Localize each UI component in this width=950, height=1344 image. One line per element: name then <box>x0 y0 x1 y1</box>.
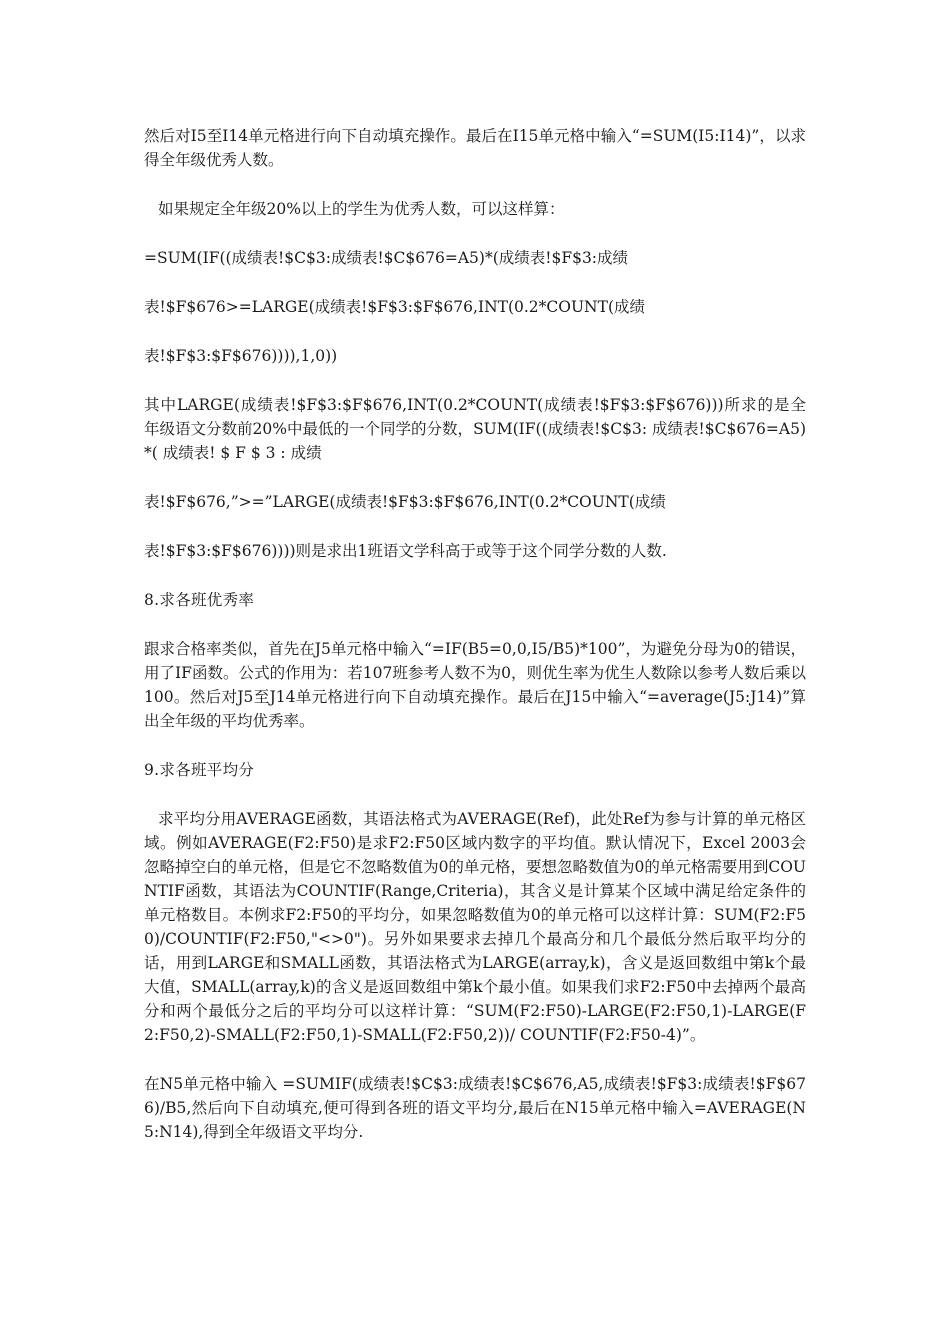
paragraph: 如果规定全年级20%以上的学生为优秀人数，可以这样算： <box>158 200 565 218</box>
formula-line: =SUM(IF((成绩表!$C$3:成绩表!$C$676=A5)*(成绩表!$F$3:成绩 <box>144 249 629 267</box>
formula-line: 表!$F$3:$F$676))))则是求出1班语文学科高于或等于这个同学分数的人数. <box>144 542 667 560</box>
paragraph: 求平均分用AVERAGE函数，其语法格式为AVERAGE(Ref)，此处Ref为参与计算的单元格区域。例如AVERAGE(F2:F50)是求F2:F50区域内数字的平均值。默认情况下，Excel 2003会忽略掉空白的单元格，但是它不忽略数值为0的单元格，要想忽略数值为0的单元格需要用到COUNTIF函数，其语法为COUNTIF(Range,Criteria)，其含义是计算某个区域中满足给定条件的单元格数目。本例求F2:F50的平均分，如果忽略数值为0的单元格可以这样计算：SUM(F2:F50)/COUNTIF(F2:F50,"<>0")。另外如果要求去掉几个最高分和几个最低分然后取平均分的话，用到LARGE和SMALL函数，其语法格式为LARGE(array,k)，含义是返回数组中第k个最大值，SMALL(array,k)的含义是返回数组中第k个最小值。如果我们求F2:F50中去掉两个最高分和两个最低分之后的平均分可以这样计算：“SUM(F2:F50)-LARGE(F2:F50,1)-LARGE(F2:F50,2)-SMALL(F2:F50,1)-SMALL(F2:F50,2))/ COUNTIF(F2:F50-4)”。 <box>144 810 806 1044</box>
paragraph: 在N5单元格中输入 =SUMIF(成绩表!$C$3:成绩表!$C$676,A5,成绩表!$F$3:成绩表!$F$676)/B5,然后向下自动填充,便可得到各班的语文平均分,最后在N15单元格中输入=AVERAGE(N5:N14),得到全年级语文平均分. <box>144 1075 806 1141</box>
paragraph: 其中LARGE(成绩表!$F$3:$F$676,INT(0.2*COUNT(成绩表!$F$3:$F$676)))所求的是全年级语文分数前20%中最低的一个同学的分数，SUM(IF((成绩表!$C$3: 成绩表!$C$676=A5)*( 成绩表! $ F $ 3 : 成绩 <box>144 396 806 462</box>
paragraph: 然后对I5至I14单元格进行向下自动填充操作。最后在I15单元格中输入“=SUM(I5:I14)”，以求得全年级优秀人数。 <box>144 127 806 169</box>
section-heading: 9.求各班平均分 <box>144 761 255 779</box>
document-body <box>144 124 806 1144</box>
formula-line: 表!$F$676,”>=”LARGE(成绩表!$F$3:$F$676,INT(0.2*COUNT(成绩 <box>144 493 666 511</box>
formula-line: 表!$F$3:$F$676)))),1,0)) <box>144 347 338 365</box>
paragraph: 跟求合格率类似，首先在J5单元格中输入“=IF(B5=0,0,I5/B5)*100”，为避免分母为0的错误，用了IF函数。公式的作用为：若107班参考人数不为0，则优生率为优生人数除以参考人数后乘以100。然后对J5至J14单元格进行向下自动填充操作。最后在J15中输入“=average(J5:J14)”算出全年级的平均优秀率。 <box>144 640 806 730</box>
section-heading: 8.求各班优秀率 <box>144 591 255 609</box>
formula-line: 表!$F$676>=LARGE(成绩表!$F$3:$F$676,INT(0.2*COUNT(成绩 <box>144 298 645 316</box>
